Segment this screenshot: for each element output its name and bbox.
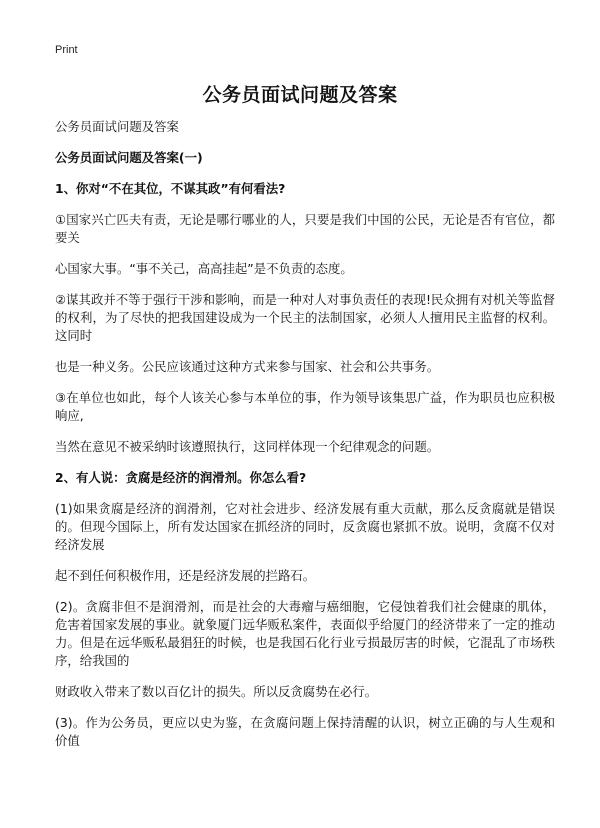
document-body — [55, 118, 555, 763]
question-heading: 2、有人说：贪腐是经济的润滑剂。你怎么看? — [55, 470, 307, 485]
answer-paragraph: 当然在意见不被采纳时该遵照执行，这同样体现一个纪律观念的问题。 — [55, 439, 440, 454]
answer-paragraph: 财政收入带来了数以百亿计的损失。所以反贪腐势在必行。 — [55, 684, 378, 699]
answer-paragraph: ②谋其政并不等于强行干涉和影响，而是一种对人对事负责任的表现!民众拥有对机关等监督的权利，为了尽快的把我国建设成为一个民主的法制国家，必须人人擅用民主监督的权利。这同时 — [55, 292, 555, 343]
answer-paragraph: 也是一种义务。公民应该通过这种方式来参与国家、社会和公共事务。 — [55, 359, 440, 374]
answer-paragraph: (1)如果贪腐是经济的润滑剂，它对社会进步、经济发展有重大贡献，那么反贪腐就是错误的。但现今国际上，所有发达国家在抓经济的同时，反贪腐也紧抓不放。说明，贪腐不仅对经济发展 — [55, 501, 555, 552]
answer-paragraph: 起不到任何积极作用，还是经济发展的拦路石。 — [55, 568, 316, 583]
subtitle: 公务员面试问题及答案 — [55, 119, 179, 134]
answer-paragraph: ③在单位也如此，每个人该关心参与本单位的事，作为领导该集思广益，作为职员也应积极响应, — [55, 390, 555, 423]
section-heading: 公务员面试问题及答案(一) — [55, 150, 203, 165]
question-heading: 1、你对“不在其位，不谋其政”有何看法? — [55, 181, 286, 196]
print-label: Print — [55, 44, 78, 56]
answer-paragraph: (2)。贪腐非但不是润滑剂，而是社会的大毒瘤与癌细胞，它侵蚀着我们社会健康的肌体，危害着国家发展的事业。就象厦门远华贩私案件，表面似乎给厦门的经济带来了一定的推动力。但是在远华贩私最猖狂的时候，也是我国石化行业亏损最厉害的时候，它混乱了市场秩序，给我国的 — [55, 599, 555, 668]
answer-paragraph: (3)。作为公务员，更应以史为鉴，在贪腐问题上保持清醒的认识，树立正确的与人生观和价值 — [55, 715, 555, 748]
page-title: 公务员面试问题及答案 — [202, 84, 398, 106]
answer-paragraph: 心国家大事。“事不关己，高高挂起”是不负责的态度。 — [55, 261, 353, 276]
answer-paragraph: ①国家兴亡匹夫有责，无论是哪行哪业的人，只要是我们中国的公民，无论是否有官位，都要关 — [55, 212, 555, 245]
